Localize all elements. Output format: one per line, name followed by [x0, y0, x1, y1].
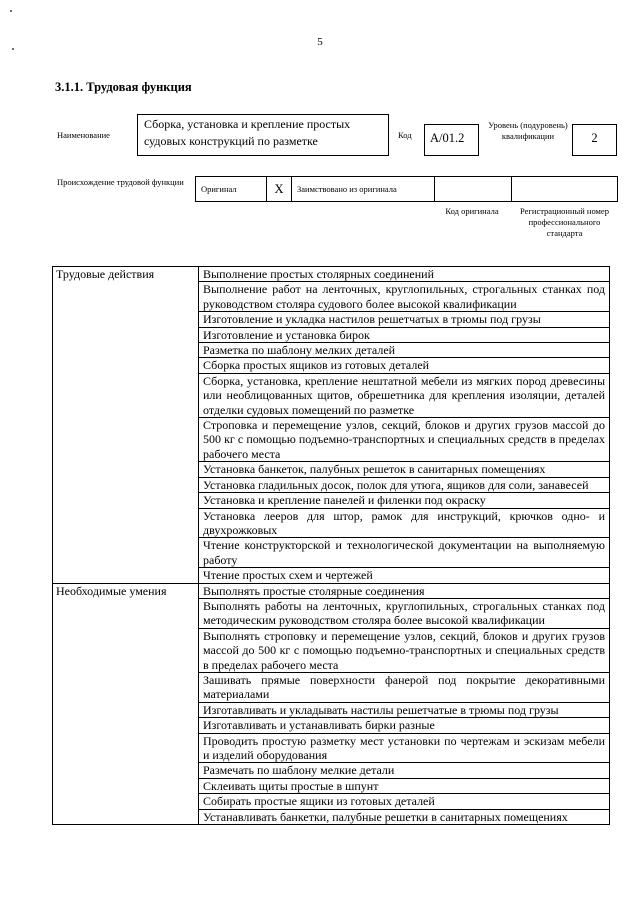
code-label: Код [398, 130, 412, 140]
requirement-item: Установка лееров для штор, рамок для инструкций, крючков одно- и двухрожковых [199, 508, 610, 538]
requirement-item: Изготавливать и укладывать настилы решетчатые в трюмы под грузы [199, 702, 610, 717]
requirement-item: Собирать простые ящики из готовых деталей [199, 794, 610, 809]
requirement-item: Сборка, установка, крепление нештатной мебели из мягких пород древесины или необлицованных щитов, обрешетника для крепления изоляции, деталей отделки судовых помещений по разметке [199, 373, 610, 417]
section-title: 3.1.1. Трудовая функция [55, 80, 192, 94]
requirement-item: Выполнять простые столярные соединения [199, 583, 610, 598]
origin-label: Происхождение трудовой функции [57, 177, 184, 187]
origin-borrowed-label: Заимствовано из оригинала [292, 177, 435, 202]
origin-reg-cell [512, 177, 618, 202]
requirement-item: Разметка по шаблону мелких деталей [199, 343, 610, 358]
requirement-item: Выполнение работ на ленточных, круглопильных, строгальных станках под руководством столяра судового более высокой квалификации [199, 282, 610, 312]
requirement-item: Выполнение простых столярных соединений [199, 267, 610, 282]
requirement-item: Выполнять работы на ленточных, круглопильных, строгальных станках под методическим руководством столяра более высокой квалификации [199, 598, 610, 628]
section-category: Трудовые действия [53, 267, 199, 584]
qualification-level-field: 2 [572, 124, 617, 156]
page-number: 5 [317, 36, 323, 48]
requirement-item: Установка гладильных досок, полок для утюга, ящиков для соли, занавесей [199, 477, 610, 492]
origin-reg-caption: Регистрационный номер профессионального стандарта [520, 206, 609, 238]
requirement-item: Склеивать щиты простые в шпунт [199, 778, 610, 793]
requirement-item: Выполнять строповку и перемещение узлов, секций, блоков и других грузов массой до 500 кг с помощью подъемно-транспортных и специальных средств в пределах рабочего места [199, 628, 610, 672]
name-label: Наименование [57, 130, 110, 140]
function-code-field: А/01.2 [424, 124, 479, 156]
requirement-item: Проводить простую разметку мест установки по чертежам и эскизам мебели и изделий оборудования [199, 733, 610, 763]
requirement-item: Изготовление и установка бирок [199, 327, 610, 342]
requirement-item: Сборка простых ящиков из готовых деталей [199, 358, 610, 373]
qualification-level-label: Уровень (подуровень) квалификации [488, 120, 568, 141]
requirement-item: Изготовление и укладка настилов решетчатых в трюмы под грузы [199, 312, 610, 327]
requirement-item: Установка банкеток, палубных решеток в санитарных помещениях [199, 462, 610, 477]
origin-original-label: Оригинал [196, 177, 267, 202]
section-category: Необходимые умения [53, 583, 199, 825]
scan-speck [10, 10, 12, 12]
requirement-item: Устанавливать банкетки, палубные решетки в санитарных помещениях [199, 809, 610, 824]
requirements-table [52, 266, 610, 825]
requirement-item: Чтение простых схем и чертежей [199, 568, 610, 583]
requirement-item: Чтение конструкторской и технологической документации на выполняемую работу [199, 538, 610, 568]
requirement-item: Установка и крепление панелей и филенки под окраску [199, 493, 610, 508]
function-name-field: Сборка, установка и крепление простых судовых конструкций по разметке [137, 114, 389, 156]
origin-table [195, 176, 618, 202]
scan-speck [12, 48, 14, 50]
origin-code-cell [435, 177, 512, 202]
requirement-item: Изготавливать и устанавливать бирки разные [199, 718, 610, 733]
requirement-item: Зашивать прямые поверхности фанерой под покрытие декоративными материалами [199, 672, 610, 702]
requirement-item: Строповка и перемещение узлов, секций, блоков и других грузов массой до 500 кг с помощью подъемно-транспортных и специальных средств в пределах рабочего места [199, 418, 610, 462]
table-row [53, 583, 610, 598]
requirement-item: Размечать по шаблону мелкие детали [199, 763, 610, 778]
origin-original-mark: X [267, 177, 292, 202]
table-row [53, 267, 610, 282]
origin-code-caption: Код оригинала [445, 206, 499, 216]
